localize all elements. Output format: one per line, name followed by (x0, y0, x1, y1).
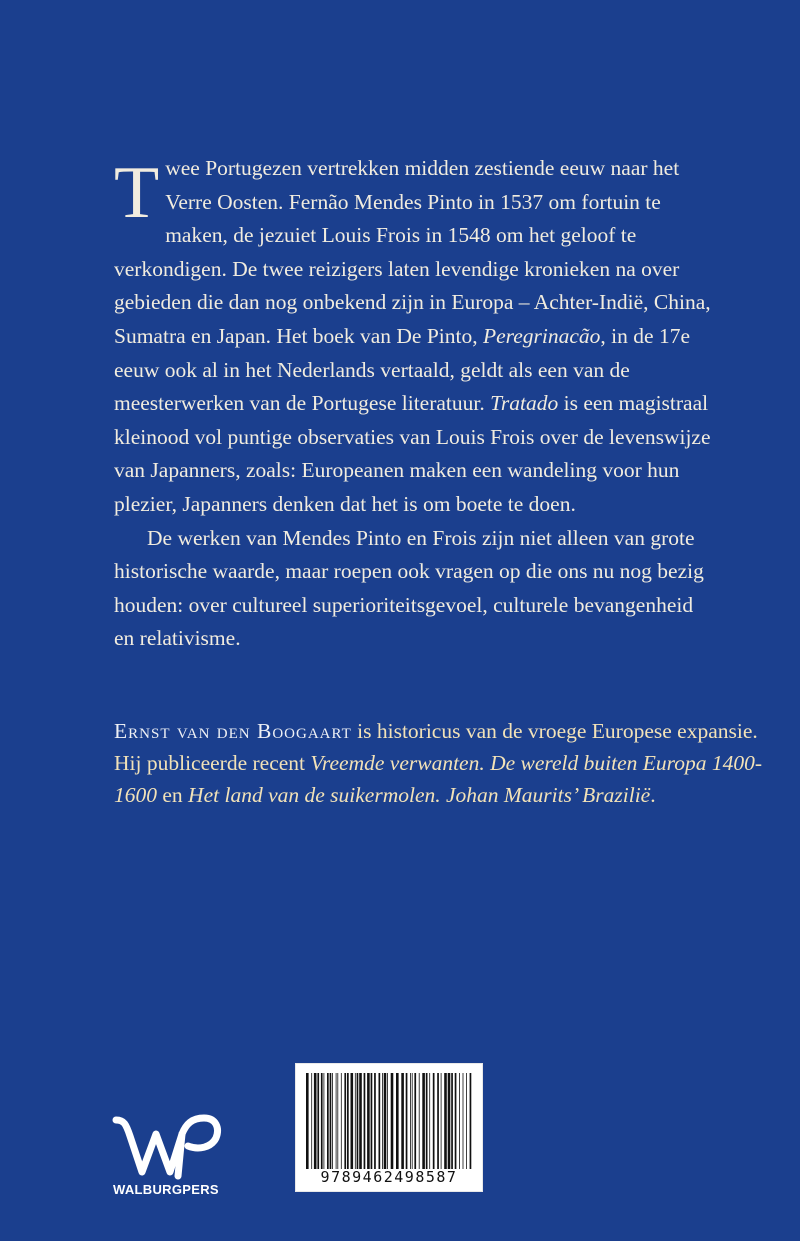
barcode-bar (364, 1073, 366, 1169)
barcode-bar (410, 1073, 411, 1169)
barcode-bar (419, 1073, 420, 1169)
description-text: , in de 17e eeuw ook al in het Nederlands vertaald, geldt als een van de meesterwerken van de Portugese literatuur. (114, 323, 690, 416)
barcode-bar (321, 1073, 323, 1169)
barcode-bar (330, 1073, 332, 1169)
barcode (295, 1063, 483, 1192)
bio-text: . (650, 783, 656, 807)
barcode-bar (317, 1073, 319, 1169)
wp-logo-icon (112, 1112, 222, 1182)
barcode-bar (341, 1073, 342, 1169)
description-text: is een magistraal kleinood vol puntige observaties van Louis Frois over de levenswijze van Japanners, zoals: Europeanen maken een wandeling voor hun plezier, Japanners denken dat het is om boete te doen. (114, 391, 711, 516)
barcode-bar (351, 1073, 354, 1169)
barcode-bar (444, 1073, 447, 1169)
barcode-bar (391, 1073, 394, 1169)
barcode-bar (384, 1073, 387, 1169)
barcode-bar (327, 1073, 329, 1169)
barcode-bar (311, 1073, 312, 1169)
barcode-bar (344, 1073, 346, 1169)
barcode-bar (374, 1073, 376, 1169)
barcode-bar (437, 1073, 439, 1169)
barcode-bar (459, 1073, 460, 1169)
drop-cap: T (114, 152, 160, 234)
description-text: wee Portugezen vertrekken midden zestiende eeuw naar het Verre Oosten. Fernão Mendes Pinto in 1537 om fortuin te maken, de jezuiet Louis Frois in 1548 om het geloof te verkondigen. De twee reizigers laten levendige kronieken na over gebieden die dan nog onbekend zijn in Europa – Achter-Indië, China, Sumatra en Japan. Het boek van De Pinto, (114, 156, 711, 348)
book-title-peregrinacao: Peregrinacão (483, 323, 601, 348)
barcode-bar (414, 1073, 416, 1169)
book-title-tratado: Tratado (490, 391, 559, 416)
barcode-bar (382, 1073, 383, 1169)
bio-book-title: Vreemde verwanten. De wereld buiten Europa 1400-1600 (114, 751, 762, 807)
barcode-bar (412, 1073, 413, 1169)
isbn-number: 9789462498587 (320, 1168, 458, 1186)
barcode-bars (304, 1073, 476, 1169)
author-bio (114, 715, 774, 811)
barcode-bar (433, 1073, 435, 1169)
barcode-bar (448, 1073, 451, 1169)
barcode-bar (357, 1073, 359, 1169)
bio-text: en (157, 783, 189, 807)
barcode-bar (463, 1073, 464, 1169)
barcode-bar (337, 1073, 338, 1169)
barcode-bar (422, 1073, 425, 1169)
barcode-bar (455, 1073, 457, 1169)
barcode-bar (332, 1073, 333, 1169)
publisher-name: WALBURGPERS (113, 1182, 219, 1197)
barcode-bar (406, 1073, 408, 1169)
barcode-bar (451, 1073, 453, 1169)
back-cover-description (114, 152, 714, 656)
barcode-bar (355, 1073, 356, 1169)
barcode-bar (359, 1073, 362, 1169)
barcode-bar (396, 1073, 399, 1169)
barcode-bar (314, 1073, 317, 1169)
barcode-bar (426, 1073, 428, 1169)
barcode-bar (371, 1073, 373, 1169)
barcode-bar (379, 1073, 381, 1169)
barcode-bar (387, 1073, 388, 1169)
barcode-bar (441, 1073, 442, 1169)
barcode-bar (470, 1073, 472, 1169)
bio-text: is historicus van de vroege Europese expansie. Hij publiceerde recent (114, 719, 758, 775)
barcode-bar (324, 1073, 325, 1169)
description-paragraph-1 (114, 152, 714, 522)
bio-book-title: Het land van de suikermolen. Johan Maurits’ Brazilië (188, 783, 651, 807)
barcode-bar (466, 1073, 467, 1169)
barcode-bar (429, 1073, 430, 1169)
description-paragraph-2: De werken van Mendes Pinto en Frois zijn niet alleen van grote historische waarde, maar roepen ook vragen op die ons nu nog bezig houden: over cultureel superioriteitsgevoel, culturele bevangenheid en relativisme. (114, 525, 704, 651)
author-name: Ernst van den Boogaart (114, 719, 352, 743)
barcode-bar (336, 1073, 337, 1169)
barcode-bar (347, 1073, 349, 1169)
barcode-bar (367, 1073, 370, 1169)
barcode-bar (401, 1073, 404, 1169)
barcode-bar (306, 1073, 309, 1169)
